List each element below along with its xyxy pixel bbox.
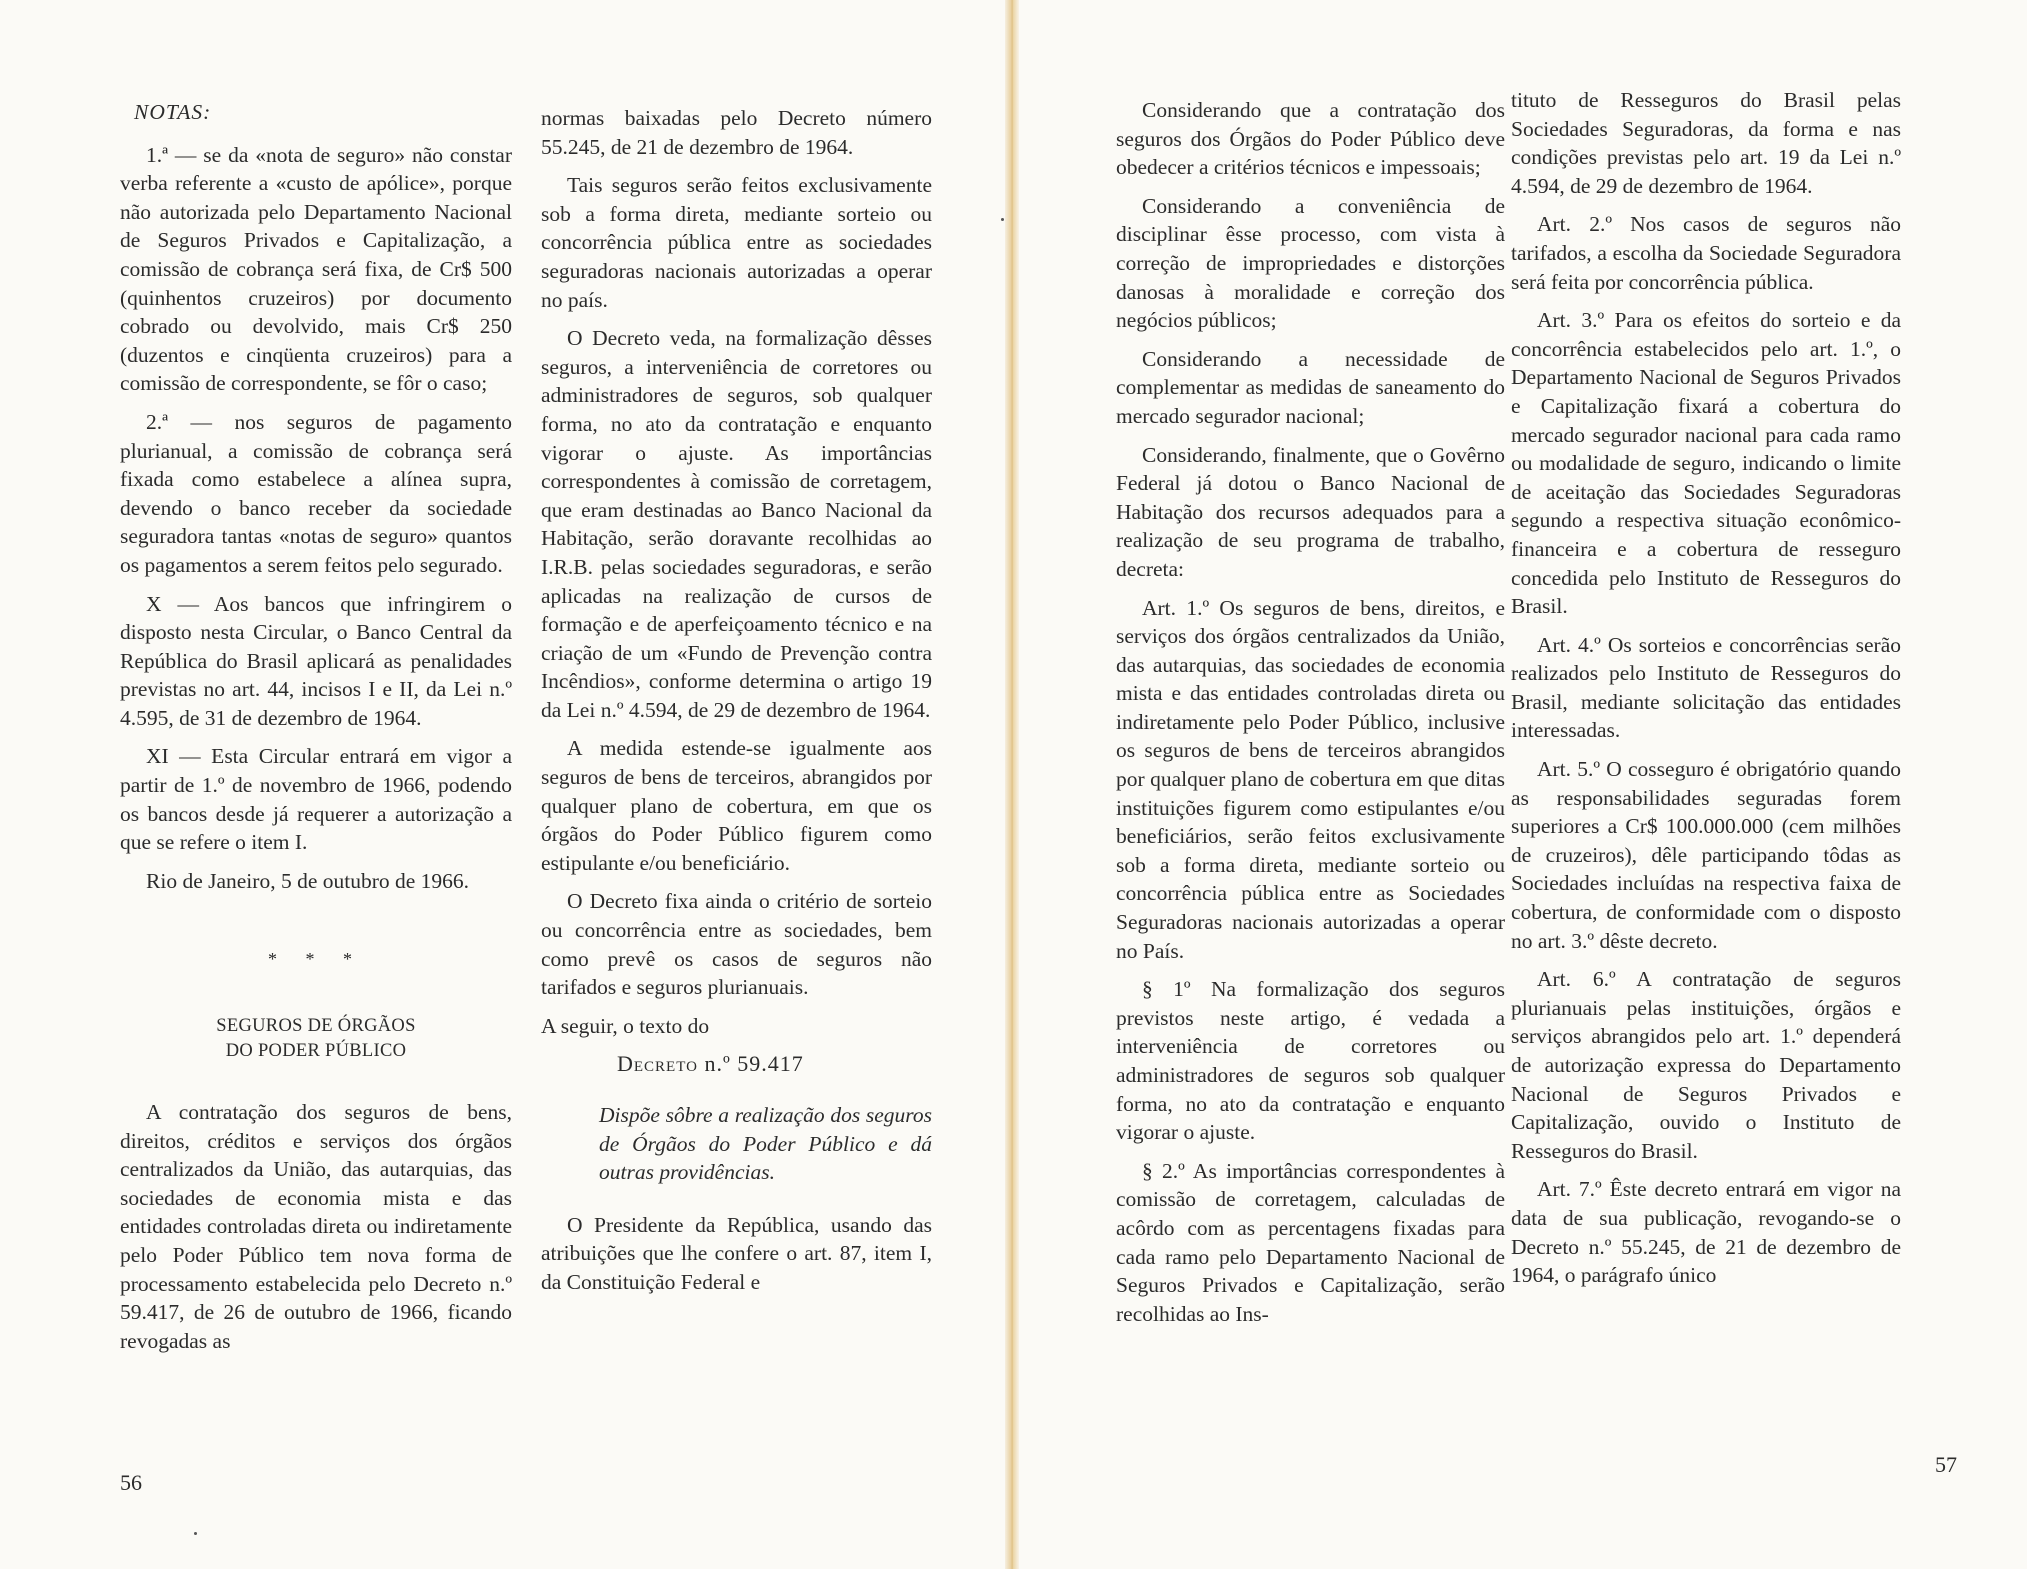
body-paragraph: Considerando, finalmente, que o Govêrno Federal já dotou o Banco Nacional de Habitação dos recursos adequados para a realização de seu programa de trabalho, decreta:	[1116, 442, 1505, 581]
body-paragraph: Considerando que a contratação dos seguros dos Órgãos do Poder Público deve obedecer a critérios técnicos e impessoais;	[1116, 98, 1505, 180]
notes-label: NOTAS:	[134, 100, 212, 124]
paper-speck	[1001, 218, 1004, 221]
decree-paragraph: § 1º Na formalização dos seguros previstos neste artigo, é vedada a interveniência de corretores ou administradores de seguros sob qualquer forma, no ato da contratação e enquanto vigorar o ajuste.	[1116, 977, 1505, 1145]
right-page-column-2	[1511, 86, 1901, 1300]
decree-article: Art. 1.º Os seguros de bens, direitos, e serviços dos órgãos centralizados da União, das autarquias, das sociedades de economia mista e das entidades controladas direta ou indiretamente pelo Poder Público, inclusive os seguros de bens de terceiros abrangidos por qualquer plano de cobertura em que ditas instituições figurem como estipulantes e/ou beneficiários, serão feitos exclusivamente sob a forma direta, mediante sorteio ou concorrência pública entre as Sociedades Seguradoras nacionais autorizadas a operar no País.	[1116, 595, 1505, 963]
left-page-column-2	[541, 104, 932, 1307]
note-paragraph: 1.ª — se da «nota de seguro» não constar verba referente a «custo de apólice», porque não autorizada pelo Departamento Nacional de Seguros Privados e Capitalização, a comissão de cobrança será fixa, de Cr$ 500 (quinhentos cruzeiros) por documento cobrado ou devolvido, mais Cr$ 250 (duzentos e cinqüenta cruzeiros) para a comissão de correspondente, se fôr o caso;	[120, 142, 512, 396]
page-number: 57	[1935, 1452, 1957, 1477]
decree-word: Decreto	[617, 1051, 698, 1077]
body-paragraph: normas baixadas pelo Decreto número 55.245, de 21 de dezembro de 1964.	[541, 106, 932, 159]
decree-title	[617, 1050, 932, 1079]
decree-paragraph: § 2.º As importâncias correspondentes à comissão de corretagem, calculadas de acôrdo com as percentagens fixadas para cada ramo pelo Departamento Nacional de Seguros Privados e Capitalização, serão recolhidas ao Ins-	[1116, 1158, 1505, 1326]
decree-article: Art. 5.º O cosseguro é obrigatório quando as responsabilidades seguradas forem superiores a Cr$ 100.000.000 (cem milhões de cruzeiros), dêle participando tôdas as Sociedades incluídas na respectiva faixa de cobertura, de conformidade com o disposto no art. 3.º dêste decreto.	[1511, 757, 1901, 953]
right-page-column-1	[1116, 96, 1505, 1338]
decree-article: Art. 6.º A contratação de seguros plurianuais pelas instituições, órgãos e serviços abrangidos pelo art. 1.º dependerá de autorização expressa do Departamento Nacional de Seguros Privados e Capitalização, ouvido o Instituto de Resseguros do Brasil.	[1511, 967, 1901, 1163]
body-paragraph: A medida estende-se igualmente aos seguros de bens de terceiros, abrangidos por qualquer plano de cobertura, em que os órgãos do Poder Público figurem como estipulante e/ou beneficiário.	[541, 736, 932, 875]
left-page	[0, 0, 1005, 1569]
body-paragraph: Considerando a necessidade de complementar as medidas de saneamento do mercado segurador nacional;	[1116, 346, 1505, 428]
decree-preamble: O Presidente da República, usando das atribuições que lhe confere o art. 87, item I, da Constituição Federal e	[541, 1212, 932, 1294]
book-gutter	[1005, 0, 1019, 1569]
decree-number: n.º 59.417	[704, 1051, 804, 1077]
decree-article: Art. 4.º Os sorteios e concorrências serão realizados pelo Instituto de Resseguros do Brasil, mediante solicitação das entidades interessadas.	[1511, 632, 1901, 743]
section-heading-line: SEGUROS DE ÓRGÃOS	[216, 1016, 416, 1037]
decree-article: Art. 2.º Nos casos de seguros não tarifados, a escolha da Sociedade Seguradora será feita por concorrência pública.	[1511, 212, 1901, 294]
decree-summary: Dispõe sôbre a realização dos seguros de Órgãos do Poder Público e dá outras providências.	[599, 1103, 932, 1185]
left-page-column-1	[120, 98, 512, 1365]
section-heading	[120, 1014, 512, 1064]
section-separator: * * *	[268, 949, 364, 970]
body-paragraph: Tais seguros serão feitos exclusivamente sob a forma direta, mediante sorteio ou concorrência pública entre as sociedades seguradoras nacionais autorizadas a operar no país.	[541, 173, 932, 312]
body-paragraph: tituto de Resseguros do Brasil pelas Sociedades Seguradoras, da forma e nas condições previstas pelo art. 19 da Lei n.º 4.594, de 29 de dezembro de 1964.	[1511, 88, 1901, 198]
note-paragraph: 2.ª — nos seguros de pagamento plurianual, a comissão de cobrança será fixada como estabelece a alínea supra, devendo o banco receber da sociedade seguradora tantas «notas de seguro» quantos os pagamentos a serem feitos pelo segurado.	[120, 409, 512, 577]
date-line: Rio de Janeiro, 5 de outubro de 1966.	[146, 868, 470, 893]
decree-article: Art. 7.º Êste decreto entrará em vigor na data de sua publicação, revogando-se o Decreto n.º 55.245, de 21 de dezembro de 1964, o parágrafo único	[1511, 1177, 1901, 1288]
body-paragraph: Considerando a conveniência de disciplinar êsse processo, com vista à correção de impropriedades e distorções danosas à moralidade e correção dos negócios públicos;	[1116, 193, 1505, 333]
body-paragraph: O Decreto veda, na formalização dêsses seguros, a interveniência de corretores ou administradores de seguros, sob qualquer forma, no ato da contratação e enquanto vigorar o ajuste. As importâncias correspondentes à comissão de corretagem, que eram destinadas ao Banco Nacional da Habitação, serão doravante recolhidas ao I.R.B. pelas sociedades seguradoras, e serão aplicadas na realização de cursos de formação e de aperfeiçoamento técnico e na criação de um «Fundo de Prevenção contra Incêndios», conforme determina o artigo 19 da Lei n.º 4.594, de 29 de dezembro de 1964.	[541, 326, 932, 722]
right-page	[1019, 0, 2027, 1569]
circular-item-paragraph: X — Aos bancos que infringirem o disposto nesta Circular, o Banco Central da República do Brasil aplicará as penalidades previstas no art. 44, incisos I e II, da Lei n.º 4.595, de 31 de dezembro de 1964.	[120, 591, 512, 730]
paper-speck	[194, 1532, 197, 1535]
body-paragraph: A contratação dos seguros de bens, direitos, créditos e serviços dos órgãos centralizados da União, das autarquias, das sociedades de economia mista e das entidades controladas direta ou indiretamente pelo Poder Público tem nova forma de processamento estabelecida pelo Decreto n.º 59.417, de 26 de outubro de 1966, ficando revogadas as	[120, 1100, 512, 1353]
body-paragraph: O Decreto fixa ainda o critério de sorteio ou concorrência entre as sociedades, bem como prevê os casos de seguros não tarifados e seguros plurianuais.	[541, 889, 932, 1000]
decree-article: Art. 3.º Para os efeitos do sorteio e da concorrência estabelecidos pelo art. 1.º, o Departamento Nacional de Seguros Privados e Capitalização fixará a cobertura do mercado segurador nacional para cada ramo ou modalidade de seguro, indicando o limite de aceitação das Sociedades Seguradoras segundo a respectiva situação econômico-financeira e a cobertura de resseguro concedida pelo Instituto de Resseguros do Brasil.	[1511, 308, 1901, 619]
page-number: 56	[120, 1470, 142, 1495]
circular-item-paragraph: XI — Esta Circular entrará em vigor a partir de 1.º de novembro de 1966, podendo os bancos desde já requerer a autorização a que se refere o item I.	[120, 744, 512, 855]
section-heading-line: DO PODER PÚBLICO	[225, 1041, 407, 1062]
decree-intro: A seguir, o texto do	[541, 1013, 710, 1038]
